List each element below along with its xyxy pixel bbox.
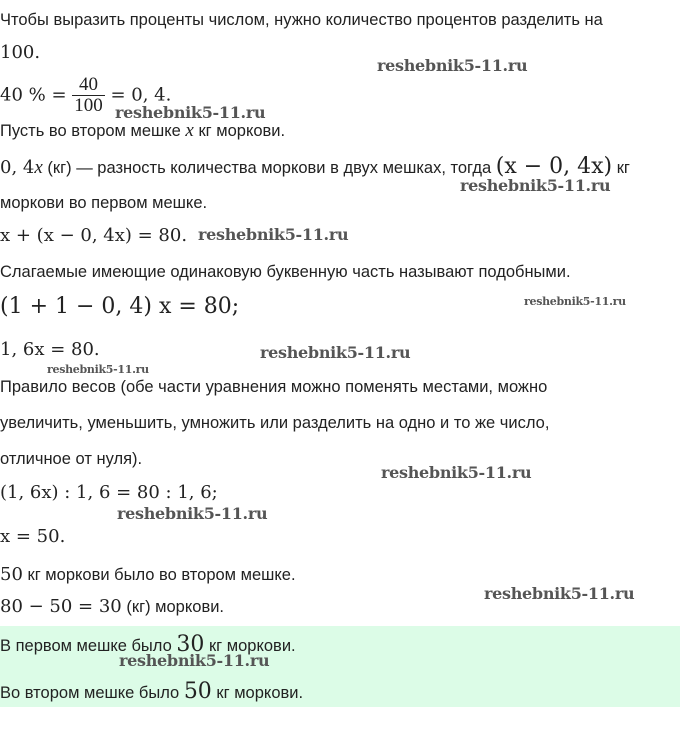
math-var: x — [185, 120, 194, 141]
text-line: увеличить, уменьшить, умножить или разделить на одно и то же число, — [0, 414, 550, 432]
watermark: reshebnik5-11.ru — [484, 584, 635, 603]
fraction — [72, 75, 105, 116]
text: Пусть во втором мешке — [0, 122, 186, 140]
watermark: reshebnik5-11.ru — [119, 651, 270, 670]
math: 50 — [0, 564, 23, 585]
watermark: reshebnik5-11.ru — [198, 225, 349, 244]
watermark: reshebnik5-11.ru — [115, 103, 266, 122]
math-line: x = 50. — [0, 526, 66, 547]
math-right: = 0, 4. — [104, 84, 172, 106]
watermark: reshebnik5-11.ru — [524, 295, 626, 308]
math: 0, 4 — [0, 157, 35, 178]
text-line: моркови во первом мешке. — [0, 194, 208, 212]
text-line — [0, 121, 285, 141]
math-line: 100. — [0, 42, 41, 63]
text: кг моркови. — [204, 637, 296, 655]
text-line: Слагаемые имеющие одинаковую буквенную часть называют подобными. — [0, 263, 571, 281]
text: кг моркови. — [211, 684, 304, 702]
text-line — [0, 565, 296, 585]
math-left: 40 % = — [0, 84, 73, 106]
watermark: reshebnik5-11.ru — [377, 56, 528, 75]
watermark: reshebnik5-11.ru — [381, 463, 532, 482]
text-line — [0, 154, 630, 179]
math: 50 — [183, 679, 212, 704]
math: (x − 0, 4x) — [495, 154, 613, 179]
math: 80 − 50 = 30 — [0, 596, 122, 617]
math-var: x — [34, 157, 43, 178]
text: (кг) — разность количества моркови в двух мешках, тогда — [42, 159, 496, 177]
text-line: Правило весов (обе части уравнения можно поменять местами, можно — [0, 378, 548, 396]
text: Во втором мешке было — [0, 684, 184, 702]
text-line: отличное от нуля). — [0, 450, 143, 468]
math-line: x + (x − 0, 4x) = 80. — [0, 225, 188, 246]
math: 30 — [176, 632, 205, 657]
numerator: 40 — [72, 75, 105, 96]
text-line — [0, 597, 224, 617]
watermark: reshebnik5-11.ru — [260, 343, 411, 362]
watermark: reshebnik5-11.ru — [460, 176, 611, 195]
text: кг моркови было во втором мешке. — [22, 566, 296, 584]
denominator: 100 — [74, 95, 103, 116]
watermark: reshebnik5-11.ru — [47, 363, 149, 376]
math-line: (1 + 1 − 0, 4) x = 80; — [0, 294, 240, 319]
text: кг — [612, 159, 630, 177]
math-line: (1, 6x) : 1, 6 = 80 : 1, 6; — [0, 482, 218, 503]
text-line: Чтобы выразить проценты числом, нужно количество процентов разделить на — [0, 11, 603, 29]
text: (кг) моркови. — [121, 598, 225, 616]
text: кг моркови. — [193, 122, 286, 140]
math-line: 1, 6x = 80. — [0, 339, 100, 360]
answer-line — [0, 679, 304, 704]
watermark: reshebnik5-11.ru — [117, 504, 268, 523]
text: В первом мешке было — [0, 637, 177, 655]
